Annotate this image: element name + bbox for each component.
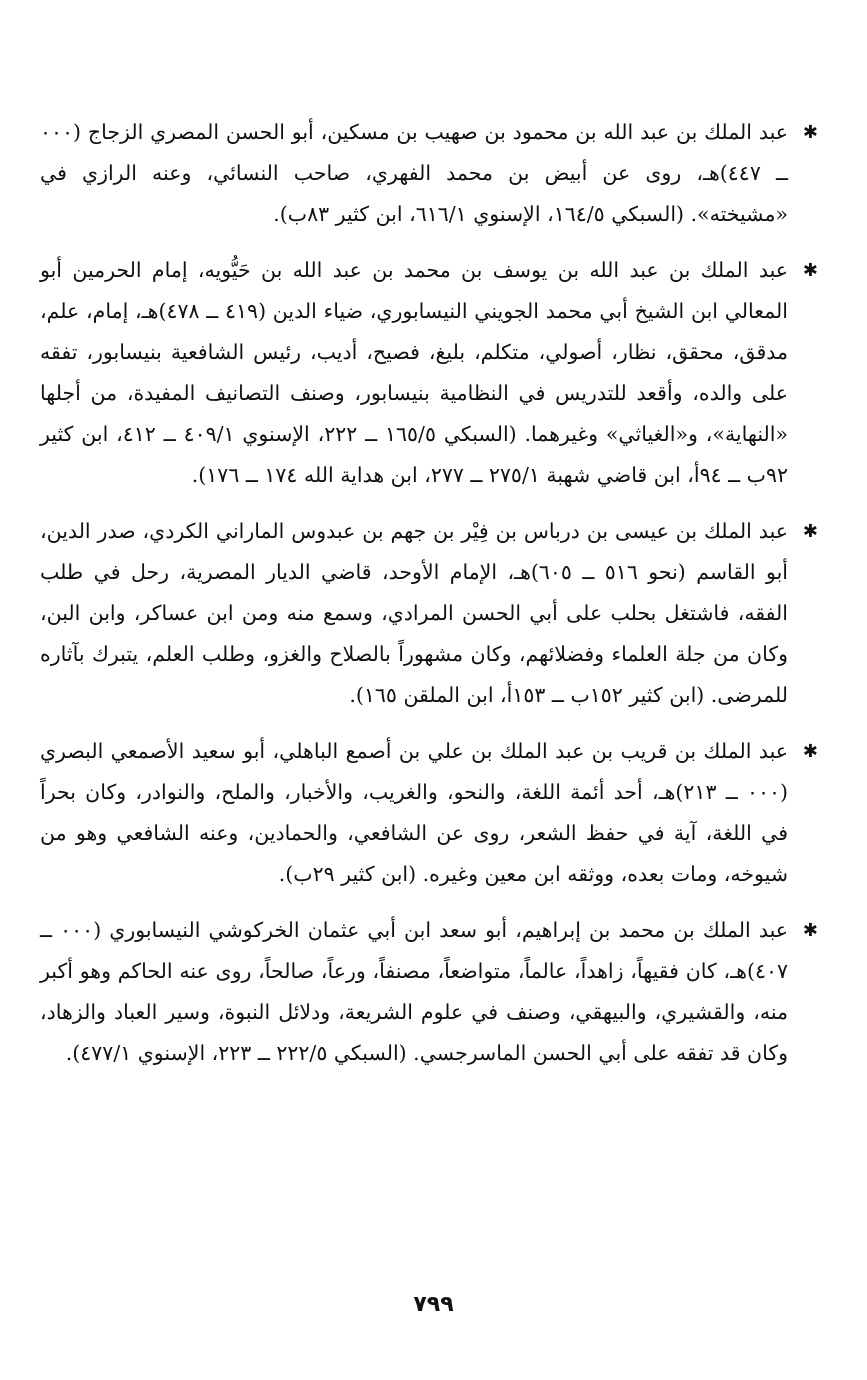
biography-entry-3 — [40, 511, 818, 716]
entry-asterisk-icon: ✱ — [802, 521, 818, 542]
entry-text: عبد الملك بن عبد الله بن يوسف بن محمد بن عبد الله بن حَيُّويه، إمام الحرمين أبو المعالي ابن الشيخ أبي محمد الجويني النيسابوري، ضياء الدين (٤١٩ ــ ٤٧٨)هـ، إمام، علم، مدقق، محقق، نظار، أصولي، متكلم، بليغ، فصيح، أديب، رئيس الشافعية بنيسابور، تفقه على والده، وأقعد للتدريس في النظامية بنيسابور، وصنف التصانيف المفيدة، من أجلها «النهاية»، و«الغياثي» وغيرهما. (السبكي ١٦٥/٥ ــ ٢٢٢، الإسنوي ٤٠٩/١ ــ ٤١٢، ابن كثير ٩٢ب ــ ٩٤أ، ابن قاضي شهبة ٢٧٥/١ ــ ٢٧٧، ابن هداية الله ١٧٤ ــ ١٧٦). — [40, 258, 789, 487]
entry-asterisk-icon: ✱ — [802, 920, 818, 941]
biography-entry-4 — [40, 731, 818, 895]
entry-text: عبد الملك بن قريب بن عبد الملك بن علي بن أصمع الباهلي، أبو سعيد الأصمعي البصري (٠٠٠ ــ ٢١٣)هـ، أحد أئمة اللغة، والنحو، والغريب، والأخبار، والملح، والنوادر، وكان بحراً في اللغة، آية في حفظ الشعر، روى عن الشافعي، والحمادين، وعنه الشافعي وهو من شيوخه، ومات بعده، ووثقه ابن معين وغيره. (ابن كثير ٢٩ب). — [40, 739, 788, 886]
page-number: ٧٩٩ — [413, 1292, 454, 1317]
entry-text: عبد الملك بن محمد بن إبراهيم، أبو سعد ابن أبي عثمان الخركوشي النيسابوري (٠٠٠ ــ ٤٠٧)هـ، كان فقيهاً، زاهداً، عالماً، متواضعاً، مصنفاً، ورعاً، صالحاً، روى عنه الحاكم وهو أكبر منه، والقشيري، والبيهقي، وصنف في علوم الشريعة، ودلائل النبوة، وسير العباد والزهاد، وكان قد تفقه على أبي الحسن الماسرجسي. (السبكي ٢٢٢/٥ ــ ٢٢٣، الإسنوي ٤٧٧/١). — [40, 918, 788, 1065]
biography-entry-1 — [40, 112, 818, 235]
entry-text: عبد الملك بن عيسى بن درباس بن فِيْر بن جهم بن عبدوس الماراني الكردي، صدر الدين، أبو القاسم (نحو ٥١٦ ــ ٦٠٥)هـ، الإمام الأوحد، قاضي الديار المصرية، رحل في طلب الفقه، فاشتغل بحلب على أبي الحسن المرادي، وسمع منه ومن ابن عساكر، وابن البن، وكان من جلة العلماء وفضلائهم، وكان مشهوراً بالصلاح والغزو، وطلب العلم، يتبرك بآثاره للمرضى. (ابن كثير ١٥٢ب ــ ١٥٣أ، ابن الملقن ١٦٥). — [40, 519, 788, 707]
biography-entry-2 — [40, 250, 818, 496]
entry-text: عبد الملك بن عبد الله بن محمود بن صهيب بن مسكين، أبو الحسن المصري الزجاج (٠٠٠ ــ ٤٤٧)هـ، روى عن أبيض بن محمد الفهري، صاحب النسائي، وعنه الرازي في «مشيخته». (السبكي ١٦٤/٥، الإسنوي ٦١٦/١، ابن كثير ٨٣ب). — [40, 120, 788, 226]
entry-asterisk-icon: ✱ — [802, 260, 818, 281]
biography-entry-5 — [40, 910, 818, 1074]
entry-asterisk-icon: ✱ — [802, 741, 818, 762]
entry-asterisk-icon: ✱ — [802, 122, 818, 143]
page-body — [40, 112, 818, 1089]
